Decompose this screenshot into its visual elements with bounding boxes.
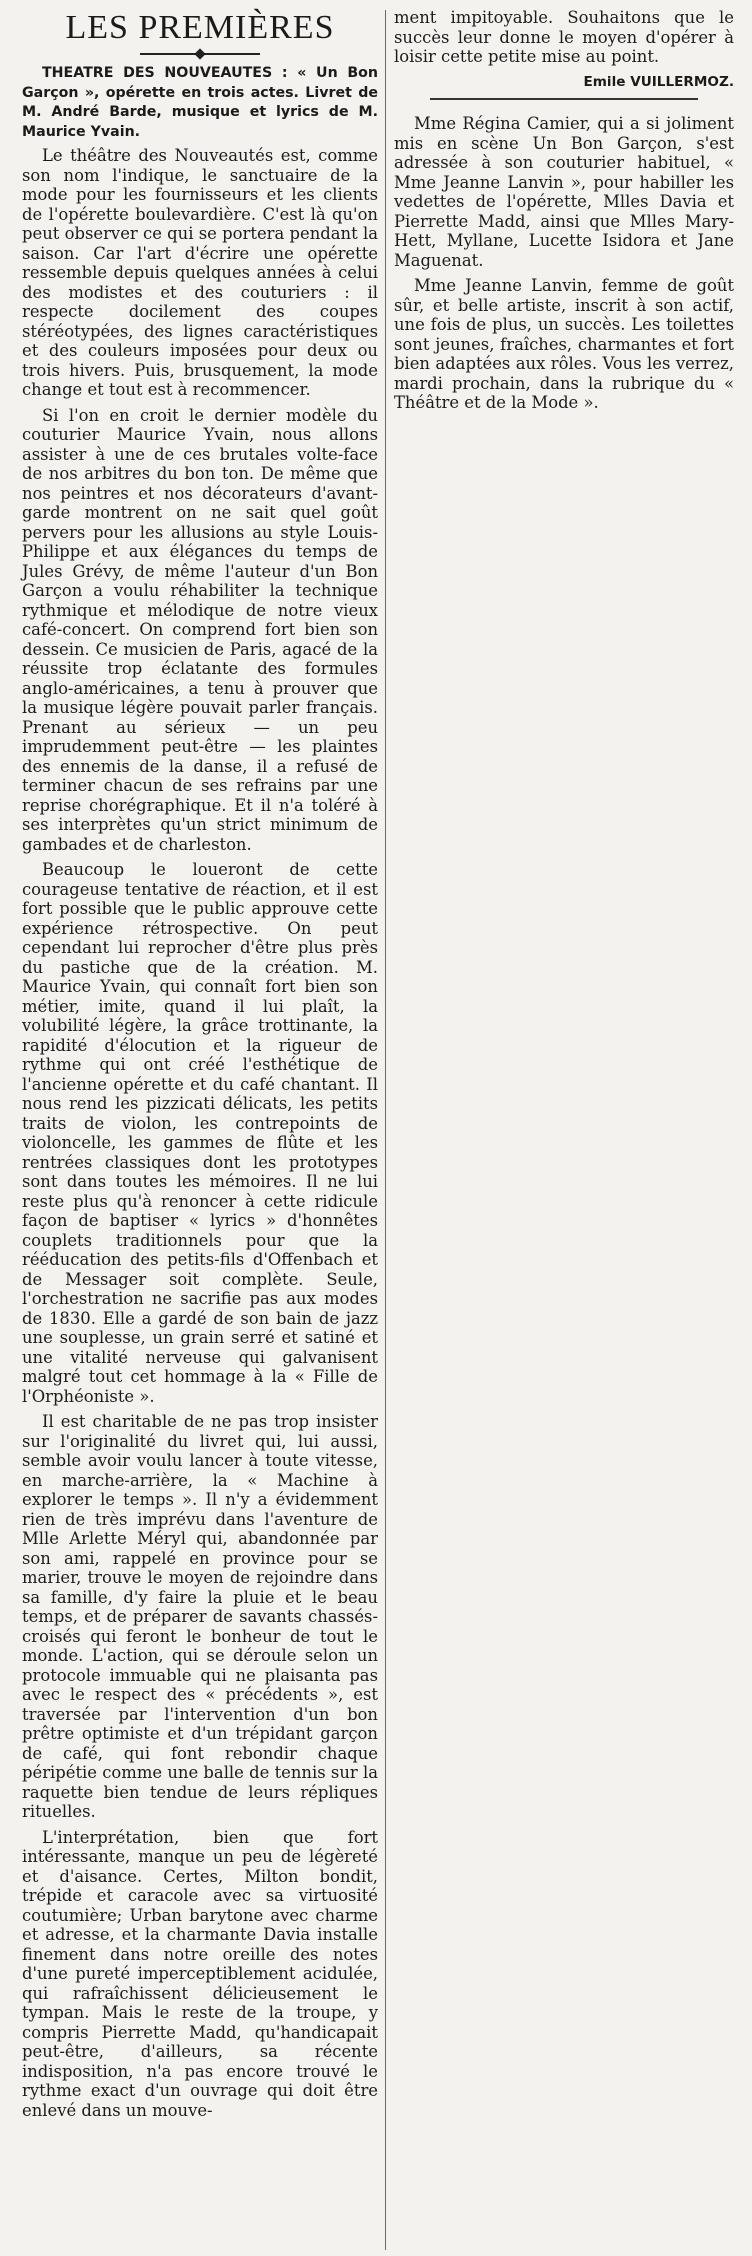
- left-column: [22, 8, 378, 2126]
- author-signature: Emile VUILLERMOZ.: [583, 73, 734, 90]
- column-divider: [385, 10, 386, 2250]
- section-separator: [430, 98, 698, 100]
- title-ornament: [22, 48, 378, 60]
- review-paragraph-2: Si l'on en croit le dernier modèle du couturier Maurice Yvain, nous allons assister à une de ces brutales volte-face de nos arbitres du bon ton. De même que nos peintres et nos décorateurs d'avant-garde montrent on ne sait quel goût pervers pour les allusions au style Louis-Philippe et aux élégances du temps de Jules Grévy, de même l'auteur d'un Bon Garçon a voulu réhabiliter la technique rythmique et mélodique de notre vieux café-concert. On comprend fort bien son dessein. Ce musicien de Paris, agacé de la réussite trop éclatante des formules anglo-américaines, a tenu à prouver que la musique légère pouvait parler français. Prenant au sérieux — un peu imprudemment peut-être — les plaintes des ennemis de la danse, il a refusé de terminer chacun de ses refrains par une reprise chorégraphique. Et il n'a toléré à ses interprètes qu'un strict minimum de gambades et de charleston.: [22, 405, 378, 854]
- review-paragraph-1: Le théâtre des Nouveautés est, comme son nom l'indique, le sanctuaire de la mode pour les fournisseurs et les clients de l'opérette boulevardière. C'est là qu'on peut observer ce qui se portera pendant la saison. Car l'art d'écrire une opérette ressemble depuis quelques années à celui des modistes et des couturiers : il respecte docilement des coupes stéréotypées, des lignes caractéristiques et des couleurs imposées pour deux ou trois hivers. Puis, brusquement, la mode change et tout est à recommencer.: [22, 146, 378, 399]
- review-headline: THEATRE DES NOUVEAUTES : « Un Bon Garçon », opérette en trois actes. Livret de M. André Barde, musique et lyrics de M. Maurice Yvain.: [22, 65, 378, 140]
- review-continuation: ment impitoyable. Souhaitons que le succès leur donne le moyen d'opérer à loisir cette petite mise au point.: [394, 8, 734, 66]
- review-paragraph-4: Il est charitable de ne pas trop insister sur l'originalité du livret qui, lui aussi, semble avoir voulu lancer à toute vitesse, en marche-arrière, la « Machine à explorer le temps ». Il n'y a évidemment rien de très imprévu dans l'aventure de Mlle Arlette Méryl qui, abandonnée par son ami, rappelé en province pour se marier, trouve le moyen de rejoindre dans sa famille, d'y faire la pluie et le beau temps, et de préparer de savants chassés-croisés qui feront le bonheur de tout le monde. L'action, qui se déroule selon un protocole immuable qui ne plaisanta pas avec le respect des « précédents », est traversée par l'intervention d'un bon prêtre optimiste et d'un trépidant garçon de café, qui font rebondir chaque péripétie comme une balle de tennis sur la raquette bien tendue de leurs répliques rituelles.: [22, 1412, 378, 1821]
- section-title: LES PREMIÈRES: [65, 9, 335, 46]
- review-paragraph-3: Beaucoup le loueront de cette courageuse tentative de réaction, et il est fort possible que le public approuve cette expérience rétrospective. On peut cependant lui reprocher d'être plus près du pastiche que de la création. M. Maurice Yvain, qui connaît fort bien son métier, imite, quand il lui plaît, la volubilité légère, la grâce trottinante, la rapidité d'élocution et la rigueur de rythme qui ont créé l'esthétique de l'ancienne opérette et du café chantant. Il nous rend les pizzicati délicats, les petits traits de violon, les contrepoints de violoncelle, les gammes de flûte et les rentrées classiques dont les prototypes sont dans toutes les mémoires. Il ne lui reste plus qu'à renoncer à cette ridicule façon de baptiser « lyrics » d'honnêtes couplets traditionnels pour que la rééducation des petits-fils d'Offenbach et de Messager soit complète. Seule, l'orchestration ne sacrifie pas aux modes de 1830. Elle a gardé de son bain de jazz une souplesse, un grain serré et satiné et une vitalité nerveuse qui galvanisent malgré tout cet hommage à la « Fille de l'Orphéoniste ».: [22, 860, 378, 1406]
- fashion-paragraph-1: Mme Régina Camier, qui a si joliment mis en scène Un Bon Garçon, s'est adressée à son couturier habituel, « Mme Jeanne Lanvin », pour habiller les vedettes de l'opérette, Mlles Davia et Pierrette Madd, ainsi que Mlles Mary-Hett, Myllane, Lucette Isidora et Jane Maguenat.: [394, 114, 734, 270]
- right-column: [394, 8, 734, 419]
- review-paragraph-5: L'interprétation, bien que fort intéressante, manque un peu de légèreté et d'aisance. Certes, Milton bondit, trépide et caracole avec sa virtuosité coutumière; Urban barytone avec charme et adresse, et la charmante Davia installe finement dans notre oreille des notes d'une pureté imperceptiblement acidulée, qui rafraîchissent délicieusement le tympan. Mais le reste de la troupe, y compris Pierrette Madd, qu'handicapait peut-être, d'ailleurs, sa récente indisposition, n'a pas encore trouvé le rythme exact d'un ouvrage qui doit être enlevé dans un mouve-: [22, 1827, 378, 2120]
- fashion-paragraph-2: Mme Jeanne Lanvin, femme de goût sûr, et belle artiste, inscrit à son actif, une fois de plus, un succès. Les toilettes sont jeunes, fraîches, charmantes et fort bien adaptées aux rôles. Vous les verrez, mardi prochain, dans la rubrique du « Théâtre et de la Mode ».: [394, 276, 734, 412]
